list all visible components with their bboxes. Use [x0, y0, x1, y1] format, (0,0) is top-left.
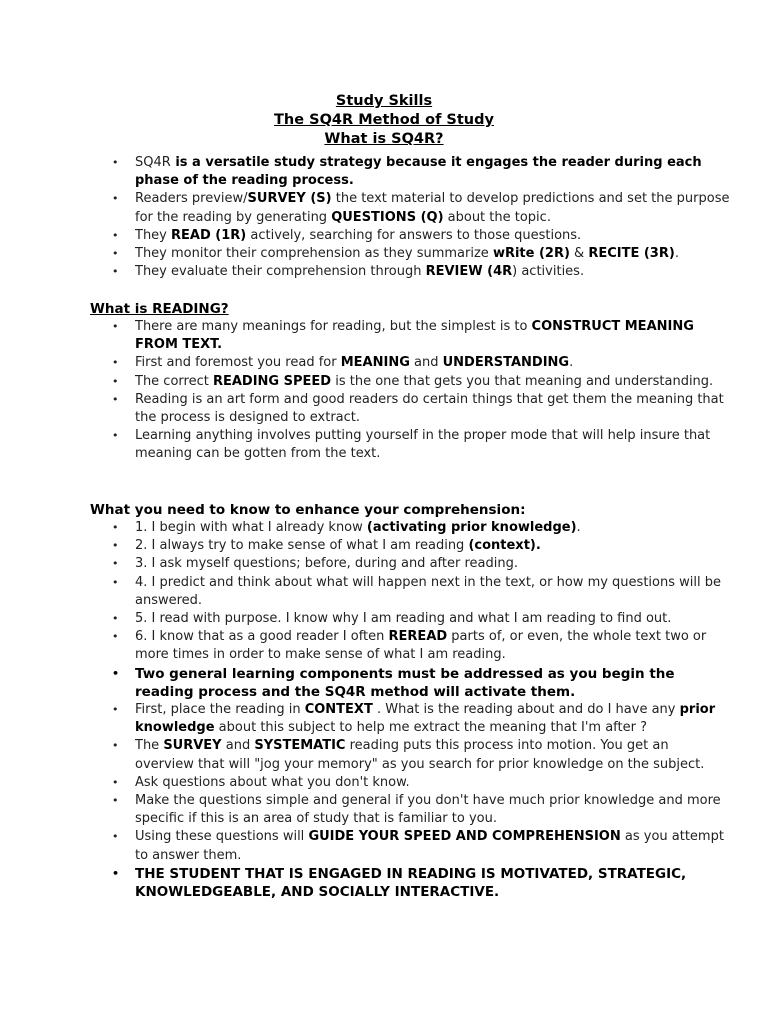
bullet-icon — [112, 391, 119, 409]
bullet-icon — [112, 737, 119, 755]
emphasis-text: SURVEY — [163, 738, 222, 754]
document-subtitle: The SQ4R Method of Study — [274, 112, 494, 128]
bullet-icon — [112, 245, 119, 263]
list-item — [90, 537, 730, 555]
list-item-text: . — [569, 355, 574, 371]
bullet-icon — [112, 373, 119, 391]
emphasis-text: READING SPEED — [212, 373, 332, 389]
emphasis-text: READ (1R) — [171, 227, 247, 243]
emphasis-text: CONTEXT — [304, 702, 373, 718]
list-item-text: There are many meanings for reading, but the simplest is to — [135, 319, 532, 334]
list-item-text: They — [135, 227, 172, 243]
list-item — [90, 737, 730, 773]
list-item-text: and — [221, 738, 255, 754]
bullet-icon — [112, 610, 119, 628]
list-item — [90, 574, 730, 610]
emphasis-text: GUIDE YOUR SPEED AND COMPREHENSION — [308, 829, 621, 845]
sq4r-bullet-list — [90, 154, 730, 281]
list-item — [90, 774, 730, 792]
list-item — [90, 701, 730, 737]
list-item-text: They evaluate their comprehension through — [135, 264, 426, 280]
list-item-text: as you attempt to answer them. — [135, 829, 724, 863]
list-item-text: They monitor their comprehension as they summarize — [135, 246, 493, 262]
list-item-text: 6. I know that as a good reader I often — [135, 629, 389, 645]
list-item-text: 2. I always try to make sense of what I am reading — [135, 538, 469, 554]
list-item — [90, 227, 730, 245]
list-item — [90, 263, 730, 281]
list-item — [90, 519, 730, 537]
list-item-text: 4. I predict and think about what will happen next in the text, or how my questions will be answered. — [135, 574, 721, 608]
list-item-text: . What is the reading about and do I have any — [372, 702, 680, 718]
emphasis-text: RECITE (3R) — [588, 246, 675, 262]
list-item-text: First, place the reading in — [135, 702, 305, 718]
list-item — [90, 245, 730, 263]
emphasis-text: THE STUDENT THAT IS ENGAGED IN READING IS MOTIVATED, STRATEGIC, KNOWLEDGEABLE, AND SOCIALLY INTERACTIVE. — [135, 865, 687, 901]
list-item — [90, 427, 730, 463]
emphasis-text: SYSTEMATIC — [254, 738, 346, 754]
bullet-icon — [112, 190, 119, 208]
section-sq4r — [90, 154, 730, 281]
reading-bullet-list — [90, 318, 730, 464]
bullet-icon — [112, 865, 119, 883]
bullet-icon — [112, 154, 119, 172]
section-comprehension — [90, 501, 730, 901]
emphasis-text: MEANING — [340, 355, 410, 371]
bullet-icon — [112, 263, 119, 281]
emphasis-text: Two general learning components must be addressed as you begin the reading process and the SQ4R method will activate them. — [135, 665, 675, 700]
list-item — [90, 610, 730, 628]
emphasis-text: is a versatile study strategy because it engages the reader during each phase of the reading process. — [135, 155, 702, 189]
emphasis-text: CONSTRUCT MEANING FROM TEXT. — [135, 319, 694, 353]
list-item-text: The — [135, 738, 164, 754]
list-item-text: First and foremost you read for — [135, 355, 341, 371]
list-item — [90, 154, 730, 190]
list-item-text: & — [569, 246, 589, 262]
bullet-icon — [112, 774, 119, 792]
bullet-icon — [112, 318, 119, 336]
section-heading-reading: What is READING? — [90, 301, 229, 317]
document-title: Study Skills — [335, 93, 433, 109]
bullet-icon — [112, 665, 119, 683]
list-item — [90, 865, 730, 901]
bullet-icon — [112, 537, 119, 555]
emphasis-text: REVIEW (4R — [425, 264, 513, 280]
bullet-icon — [112, 828, 119, 846]
list-item-text: parts of, or even, the whole text two or more times in order to make sense of what I am reading. — [135, 629, 707, 663]
list-item — [90, 190, 730, 226]
list-item-text: Make the questions simple and general if you don't have much prior knowledge and more specific if this is an area of study that is familiar to you. — [135, 793, 721, 827]
bullet-icon — [112, 519, 119, 537]
bullet-icon — [112, 427, 119, 445]
list-item-text: SQ4R — [135, 155, 171, 170]
emphasis-text: UNDERSTANDING — [442, 355, 570, 371]
list-item-text: 1. I begin with what I already know — [135, 520, 367, 535]
emphasis-text: SURVEY (S) — [247, 191, 332, 207]
list-item — [90, 665, 730, 701]
list-item — [90, 792, 730, 828]
list-item-text: actively, searching for answers to those questions. — [246, 227, 582, 243]
bullet-icon — [112, 354, 119, 372]
emphasis-text: QUESTIONS (Q) — [331, 209, 444, 225]
list-item-text: about the topic. — [443, 209, 551, 225]
list-item-text: Learning anything involves putting yourself in the proper mode that will help insure that meaning can be gotten from the text. — [135, 428, 711, 462]
list-item-text: Using these questions will — [135, 829, 309, 845]
list-item — [90, 555, 730, 573]
list-item-text: is the one that gets you that meaning and understanding. — [331, 373, 714, 389]
bullet-icon — [112, 227, 119, 245]
list-item-text: and — [409, 355, 443, 371]
list-item-text: reading puts this process into motion. You get an overview that will "jog your memory" as you search for prior knowledge on the subject. — [135, 738, 705, 772]
title-block — [0, 92, 768, 149]
emphasis-text: (context). — [468, 538, 541, 554]
list-item — [90, 628, 730, 664]
list-item-text: the text material to develop predictions and set the purpose for the reading by generating — [135, 191, 730, 225]
section-heading-comprehension: What you need to know to enhance your comprehension: — [90, 502, 526, 518]
list-item-text: about this subject to help me extract the meaning that I'm after ? — [214, 720, 647, 736]
emphasis-text: (activating prior knowledge) — [366, 520, 577, 535]
list-item-text: ) activities. — [512, 264, 585, 280]
list-item — [90, 828, 730, 864]
emphasis-text: prior knowledge — [135, 702, 716, 736]
list-item — [90, 391, 730, 427]
list-item-text: 5. I read with purpose. I know why I am reading and what I am reading to find out. — [135, 611, 672, 627]
emphasis-text: REREAD — [388, 629, 448, 645]
list-item — [90, 373, 730, 391]
list-item-text: 3. I ask myself questions; before, during and after reading. — [135, 556, 518, 572]
list-item-text: Reading is an art form and good readers do certain things that get them the meaning that the process is designed to extract. — [135, 391, 724, 426]
bullet-icon — [112, 701, 119, 719]
list-item — [90, 354, 730, 372]
bullet-icon — [112, 555, 119, 573]
list-item — [90, 318, 730, 354]
list-item-text: . — [576, 520, 581, 535]
list-item-text: Ask questions about what you don't know. — [135, 774, 410, 790]
section-reading — [90, 300, 730, 464]
list-item-text: The correct — [135, 373, 213, 389]
bullet-icon — [112, 574, 119, 592]
list-item-text: Readers preview/ — [135, 191, 248, 207]
list-item-text: . — [674, 246, 679, 262]
section-title-sq4r: What is SQ4R? — [324, 131, 444, 147]
emphasis-text: wRite (2R) — [492, 246, 570, 262]
bullet-icon — [112, 792, 119, 810]
comprehension-bullet-list — [90, 519, 730, 901]
bullet-icon — [112, 628, 119, 646]
